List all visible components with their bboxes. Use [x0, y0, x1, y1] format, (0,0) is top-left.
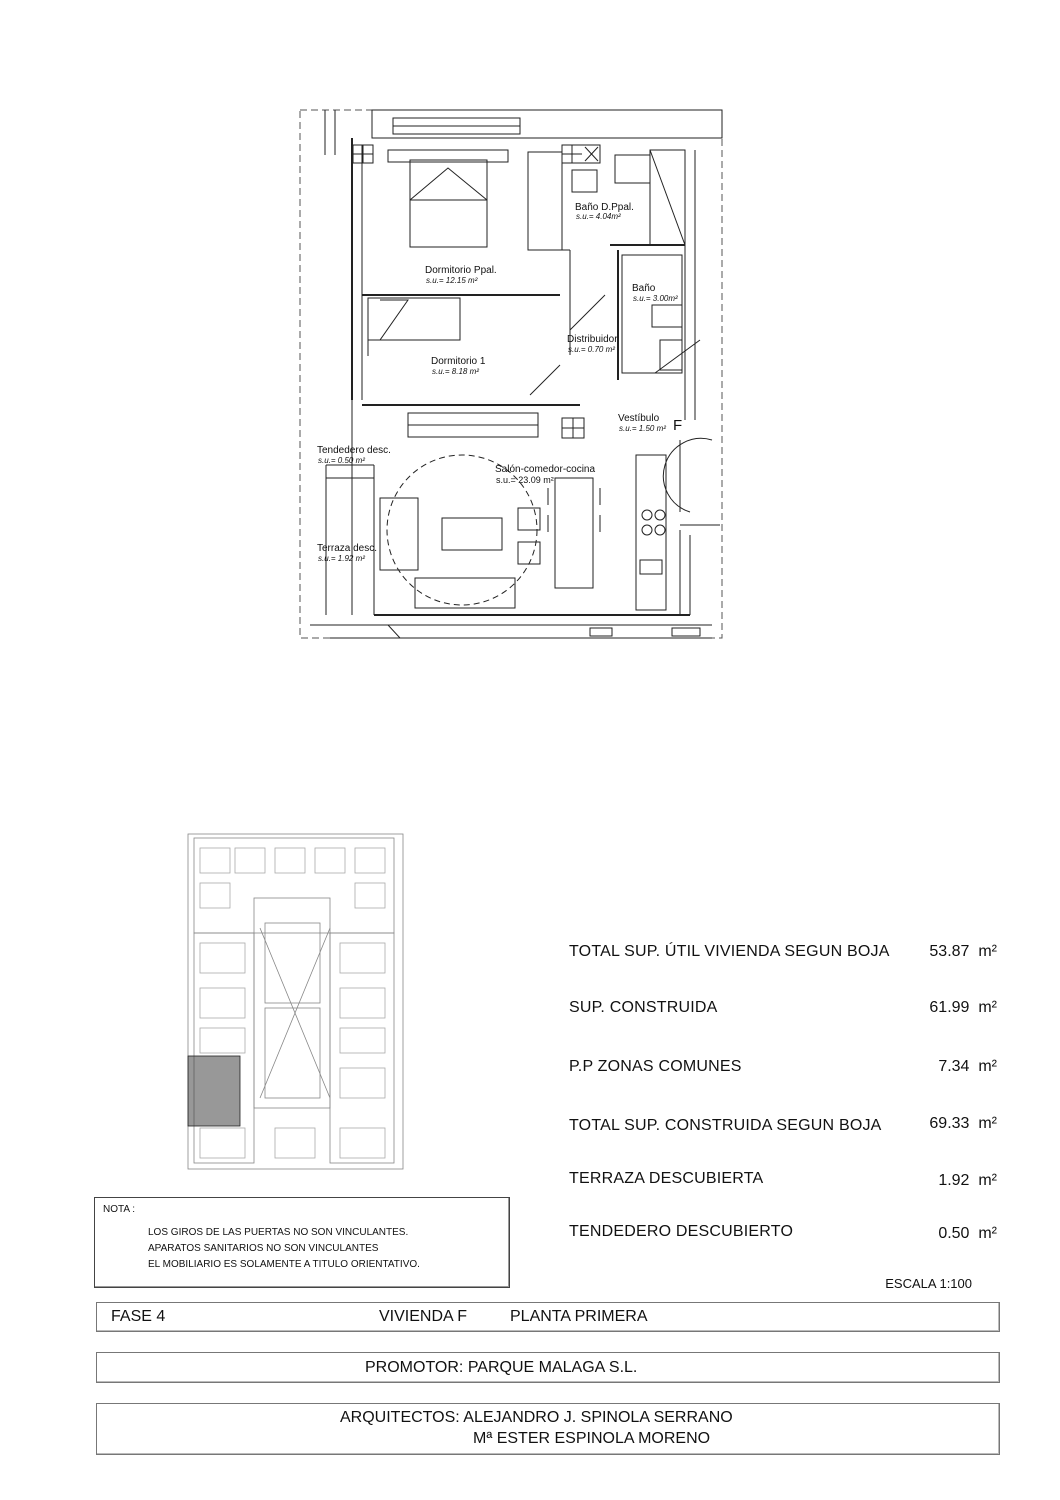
planta-label: PLANTA PRIMERA	[510, 1308, 648, 1325]
title-band-arquitectos	[96, 1403, 1000, 1455]
summary-number: 0.50	[938, 1225, 970, 1242]
summary-label: TERRAZA DESCUBIERTA	[569, 1170, 764, 1187]
summary-label: TENDEDERO DESCUBIERTO	[569, 1223, 794, 1240]
building-key-plan	[180, 828, 410, 1173]
coffee-table	[442, 518, 502, 550]
summary-label: SUP. CONSTRUIDA	[569, 999, 718, 1016]
title-band-promotor	[96, 1352, 1000, 1383]
room-name: Dormitorio Ppal.	[425, 265, 497, 276]
room-name: Baño D.Ppal.	[575, 202, 634, 213]
summary-value	[929, 1115, 997, 1133]
room-name: Salón-comedor-cocina	[495, 464, 596, 475]
highlighted-unit	[188, 1056, 240, 1126]
room-area: s.u.= 1.50 m²	[619, 424, 666, 433]
room-area: s.u.= 23.09 m²	[496, 475, 554, 485]
dining-table	[555, 478, 593, 588]
summary-value	[929, 943, 997, 961]
summary-number: 61.99	[929, 999, 970, 1016]
bed-1	[368, 298, 460, 340]
summary-label: P.P ZONAS COMUNES	[569, 1058, 742, 1075]
summary-number: 7.34	[938, 1058, 970, 1075]
scale-label: ESCALA 1:100	[885, 1276, 972, 1291]
room-name: Baño	[632, 283, 656, 294]
room-name: Dormitorio 1	[431, 356, 486, 367]
room-area: s.u.= 0.50 m²	[318, 456, 365, 465]
room-name: Tendedero desc.	[317, 445, 391, 456]
summary-unit: m²	[978, 1172, 997, 1189]
summary-unit: m²	[978, 1058, 997, 1075]
summary-unit: m²	[978, 999, 997, 1016]
fase-label: FASE 4	[111, 1308, 166, 1325]
summary-unit: m²	[978, 943, 997, 960]
sofa-left	[380, 498, 418, 570]
arquitectos-line-2: Mª ESTER ESPINOLA MORENO	[473, 1430, 711, 1447]
nota-line: APARATOS SANITARIOS NO SON VINCULANTES	[148, 1243, 379, 1254]
room-name: Terraza desc.	[317, 543, 378, 554]
room-name: Vestíbulo	[618, 413, 660, 424]
room-area: s.u.= 4.04m²	[576, 212, 621, 221]
summary-value	[938, 1225, 997, 1243]
summary-number: 69.33	[929, 1115, 970, 1132]
summary-unit: m²	[978, 1115, 997, 1132]
sofa-bottom	[415, 578, 515, 608]
summary-number: 53.87	[929, 943, 970, 960]
summary-label: TOTAL SUP. CONSTRUIDA SEGUN BOJA	[569, 1117, 882, 1134]
promotor-label: PROMOTOR: PARQUE MALAGA S.L.	[365, 1359, 638, 1376]
room-area: s.u.= 0.70 m²	[568, 345, 615, 354]
summary-number: 1.92	[938, 1172, 970, 1189]
master-bed	[410, 160, 487, 247]
nota-line: LOS GIROS DE LAS PUERTAS NO SON VINCULANTES.	[148, 1227, 409, 1238]
room-area: s.u.= 8.18 m²	[432, 367, 479, 376]
nota-title: NOTA :	[103, 1204, 136, 1215]
vivienda-label: VIVIENDA F	[379, 1308, 468, 1325]
summary-value	[938, 1172, 997, 1190]
summary-unit: m²	[978, 1225, 997, 1242]
floor-plan-drawing	[0, 0, 1060, 680]
room-area: s.u.= 1.92 m²	[318, 554, 365, 563]
room-name: Distribuidor	[567, 334, 618, 345]
summary-value	[938, 1058, 997, 1076]
summary-value	[929, 999, 997, 1017]
room-area: s.u.= 12.15 m²	[426, 276, 478, 285]
nota-box	[94, 1197, 510, 1288]
title-band-phase	[96, 1302, 1000, 1332]
unit-letter: F	[673, 417, 683, 434]
nota-line: EL MOBILIARIO ES SOLAMENTE A TITULO ORIENTATIVO.	[148, 1259, 420, 1270]
arquitectos-line-1: ARQUITECTOS: ALEJANDRO J. SPINOLA SERRANO	[340, 1409, 733, 1426]
room-area: s.u.= 3.00m²	[633, 294, 678, 303]
summary-label: TOTAL SUP. ÚTIL VIVIENDA SEGUN BOJA	[569, 943, 890, 960]
